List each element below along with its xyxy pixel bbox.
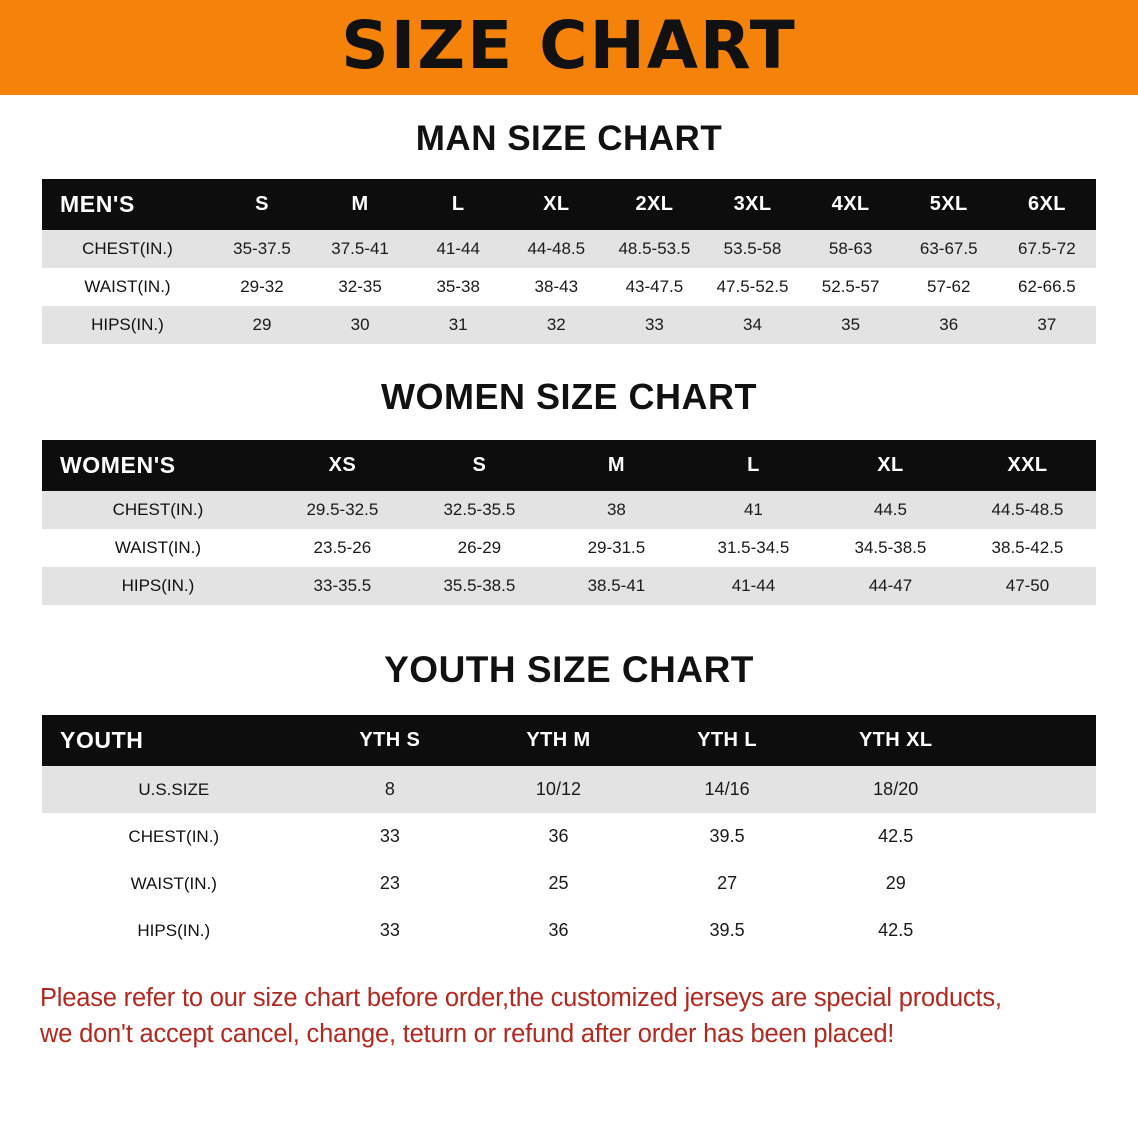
table-cell: 27 — [643, 860, 812, 907]
table-cell: 36 — [474, 813, 643, 860]
man-col-header: 5XL — [900, 179, 998, 230]
man-size-table — [42, 179, 1096, 344]
table-header-row — [42, 715, 1096, 766]
table-cell-spacer — [980, 907, 1096, 954]
man-col-header: 2XL — [605, 179, 703, 230]
table-header-row — [42, 440, 1096, 491]
table-cell: 38 — [548, 491, 685, 529]
row-label: WAIST(IN.) — [42, 860, 306, 907]
table-row — [42, 907, 1096, 954]
table-row — [42, 567, 1096, 605]
table-row — [42, 230, 1096, 268]
page-title: SIZE CHART — [341, 6, 797, 84]
table-row — [42, 529, 1096, 567]
man-col-header: 4XL — [802, 179, 900, 230]
youth-col-header: YTH XL — [811, 715, 980, 766]
table-row — [42, 813, 1096, 860]
table-cell: 42.5 — [811, 907, 980, 954]
row-label: CHEST(IN.) — [42, 813, 306, 860]
table-cell: 41-44 — [685, 567, 822, 605]
disclaimer-line-1: Please refer to our size chart before order,the customized jerseys are special products, — [40, 984, 1002, 1012]
table-cell: 67.5-72 — [998, 230, 1096, 268]
women-table-wrap — [42, 440, 1096, 605]
table-header-row — [42, 179, 1096, 230]
table-cell-spacer — [980, 860, 1096, 907]
table-cell: 41 — [685, 491, 822, 529]
table-cell: 38.5-41 — [548, 567, 685, 605]
row-label: HIPS(IN.) — [42, 907, 306, 954]
man-col-header: S — [213, 179, 311, 230]
table-cell: 35-37.5 — [213, 230, 311, 268]
table-cell: 39.5 — [643, 813, 812, 860]
row-label: CHEST(IN.) — [42, 230, 213, 268]
table-cell: 62-66.5 — [998, 268, 1096, 306]
row-label: U.S.SIZE — [42, 766, 306, 813]
table-cell: 10/12 — [474, 766, 643, 813]
table-cell: 29-32 — [213, 268, 311, 306]
table-cell: 47.5-52.5 — [703, 268, 801, 306]
row-label: CHEST(IN.) — [42, 491, 274, 529]
table-cell: 43-47.5 — [605, 268, 703, 306]
table-cell: 35.5-38.5 — [411, 567, 548, 605]
row-label: HIPS(IN.) — [42, 567, 274, 605]
table-cell: 23.5-26 — [274, 529, 411, 567]
disclaimer-line-2: we don't accept cancel, change, teturn or refund after order has been placed! — [40, 1020, 895, 1049]
table-cell: 18/20 — [811, 766, 980, 813]
youth-header-label: YOUTH — [42, 715, 306, 766]
youth-table-head — [42, 715, 1096, 766]
table-cell: 42.5 — [811, 813, 980, 860]
man-table-head — [42, 179, 1096, 230]
table-cell: 14/16 — [643, 766, 812, 813]
table-cell: 37.5-41 — [311, 230, 409, 268]
table-cell: 35 — [802, 306, 900, 344]
table-row — [42, 268, 1096, 306]
table-cell: 33 — [306, 813, 475, 860]
table-cell: 44-47 — [822, 567, 959, 605]
table-cell: 32-35 — [311, 268, 409, 306]
women-col-header: S — [411, 440, 548, 491]
youth-col-header: YTH L — [643, 715, 812, 766]
youth-col-header: YTH S — [306, 715, 475, 766]
table-cell: 38.5-42.5 — [959, 529, 1096, 567]
youth-table-wrap — [42, 715, 1096, 954]
table-cell: 33 — [306, 907, 475, 954]
table-cell: 58-63 — [802, 230, 900, 268]
table-cell: 32.5-35.5 — [411, 491, 548, 529]
women-header-label: WOMEN'S — [42, 440, 274, 491]
table-cell: 32 — [507, 306, 605, 344]
table-cell: 30 — [311, 306, 409, 344]
table-cell: 34 — [703, 306, 801, 344]
table-cell: 29 — [811, 860, 980, 907]
man-section-title: MAN SIZE CHART — [415, 119, 723, 158]
table-cell: 41-44 — [409, 230, 507, 268]
table-cell: 47-50 — [959, 567, 1096, 605]
table-row — [42, 306, 1096, 344]
table-row — [42, 766, 1096, 813]
youth-col-header: YTH M — [474, 715, 643, 766]
youth-table-body — [42, 766, 1096, 954]
table-cell: 35-38 — [409, 268, 507, 306]
women-size-table — [42, 440, 1096, 605]
table-cell: 29.5-32.5 — [274, 491, 411, 529]
women-table-head — [42, 440, 1096, 491]
table-row — [42, 491, 1096, 529]
women-section-title: WOMEN SIZE CHART — [381, 376, 757, 417]
table-cell: 31 — [409, 306, 507, 344]
man-table-wrap — [42, 179, 1096, 344]
table-row — [42, 860, 1096, 907]
table-cell: 26-29 — [411, 529, 548, 567]
table-cell: 57-62 — [900, 268, 998, 306]
man-col-header: L — [409, 179, 507, 230]
table-cell: 31.5-34.5 — [685, 529, 822, 567]
table-cell: 29 — [213, 306, 311, 344]
table-cell: 29-31.5 — [548, 529, 685, 567]
table-cell: 34.5-38.5 — [822, 529, 959, 567]
women-col-header: M — [548, 440, 685, 491]
row-label: WAIST(IN.) — [42, 529, 274, 567]
women-col-header: XXL — [959, 440, 1096, 491]
man-col-header: 3XL — [703, 179, 801, 230]
youth-col-spacer — [980, 715, 1096, 766]
women-table-body — [42, 491, 1096, 605]
row-label: WAIST(IN.) — [42, 268, 213, 306]
man-header-label: MEN'S — [42, 179, 213, 230]
table-cell: 25 — [474, 860, 643, 907]
man-col-header: XL — [507, 179, 605, 230]
table-cell-spacer — [980, 766, 1096, 813]
table-cell: 8 — [306, 766, 475, 813]
table-cell-spacer — [980, 813, 1096, 860]
table-cell: 23 — [306, 860, 475, 907]
page-banner — [0, 0, 1138, 95]
table-cell: 44-48.5 — [507, 230, 605, 268]
table-cell: 63-67.5 — [900, 230, 998, 268]
table-cell: 33-35.5 — [274, 567, 411, 605]
disclaimer-note — [40, 980, 1098, 1052]
table-cell: 33 — [605, 306, 703, 344]
table-cell: 53.5-58 — [703, 230, 801, 268]
table-cell: 44.5 — [822, 491, 959, 529]
youth-size-table — [42, 715, 1096, 954]
women-col-header: XL — [822, 440, 959, 491]
table-cell: 36 — [474, 907, 643, 954]
table-cell: 38-43 — [507, 268, 605, 306]
table-cell: 52.5-57 — [802, 268, 900, 306]
women-col-header: L — [685, 440, 822, 491]
table-cell: 48.5-53.5 — [605, 230, 703, 268]
man-col-header: 6XL — [998, 179, 1096, 230]
table-cell: 39.5 — [643, 907, 812, 954]
table-cell: 37 — [998, 306, 1096, 344]
man-table-body — [42, 230, 1096, 344]
youth-section-title: YOUTH SIZE CHART — [384, 649, 754, 690]
women-col-header: XS — [274, 440, 411, 491]
man-col-header: M — [311, 179, 409, 230]
table-cell: 44.5-48.5 — [959, 491, 1096, 529]
table-cell: 36 — [900, 306, 998, 344]
row-label: HIPS(IN.) — [42, 306, 213, 344]
